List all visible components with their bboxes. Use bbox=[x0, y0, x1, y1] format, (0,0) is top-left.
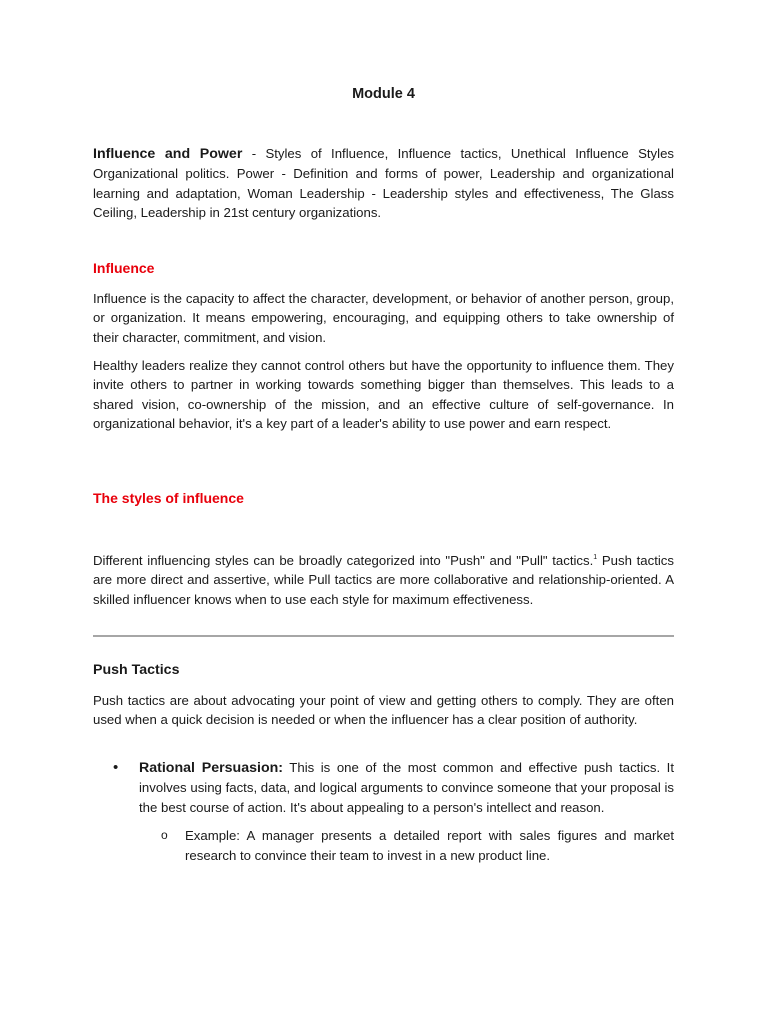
push-tactics-paragraph: Push tactics are about advocating your point of view and getting others to comply. They are often used when a quick decision is needed or when the influencer has a clear position of authority. bbox=[93, 693, 674, 728]
intro-lead: Influence and Power bbox=[93, 146, 243, 162]
horizontal-rule bbox=[93, 635, 674, 637]
bullet-text: This is one of the most common and effective push tactics. It involves using facts, data, and logical arguments to convince someone that your proposal is the best course of action. It's about appealing to a person's intellect and reason. bbox=[139, 760, 674, 815]
intro-text: - Styles of Influence, Influence tactics, Unethical Influence Styles Organizational politics. Power - Definition and forms of power, Leadership and organizational learning and adaptation, Woman Leadership - Leadership styles and effectiveness, The Glass Ceiling, Leadership in 21st century organizations. bbox=[93, 146, 674, 221]
bullet-label: Rational Persuasion: bbox=[139, 760, 283, 776]
influence-paragraph-1: Influence is the capacity to affect the character, development, or behavior of another person, group, or organization. It means empowering, encouraging, and equipping others to take ownership of their character, commitment, and vision. bbox=[93, 291, 674, 345]
styles-heading: The styles of influence bbox=[93, 490, 244, 506]
circle-bullet-icon: o bbox=[161, 828, 168, 843]
push-tactics-list bbox=[93, 758, 674, 865]
list-item bbox=[93, 758, 674, 817]
intro-paragraph bbox=[93, 144, 674, 223]
sub-list-item bbox=[93, 826, 674, 865]
footnote-reference[interactable]: 1 bbox=[593, 554, 598, 561]
push-tactics-heading: Push Tactics bbox=[93, 662, 180, 678]
styles-text-a: Different influencing styles can be broadly categorized into "Push" and "Pull" tactics. bbox=[93, 553, 594, 568]
influence-paragraph-2: Healthy leaders realize they cannot control others but have the opportunity to influence them. They invite others to partner in working towards something bigger than themselves. This leads to a shared vision, co-ownership of the mission, and an effective culture of self-governance. In organizational behavior, it's a key part of a leader's ability to use power and earn respect. bbox=[93, 358, 674, 432]
sub-bullet-text: Example: A manager presents a detailed report with sales figures and market research to convince their team to invest in a new product line. bbox=[185, 828, 674, 863]
bullet-icon: • bbox=[113, 759, 119, 776]
module-title: Module 4 bbox=[352, 86, 415, 102]
styles-paragraph bbox=[93, 548, 674, 609]
influence-heading: Influence bbox=[93, 260, 155, 276]
styles-text-b: Push tactics are more direct and assertive, while Pull tactics are more collaborative and relationship-oriented. A skilled influencer knows when to use each style for maximum effectiveness. bbox=[93, 553, 674, 607]
